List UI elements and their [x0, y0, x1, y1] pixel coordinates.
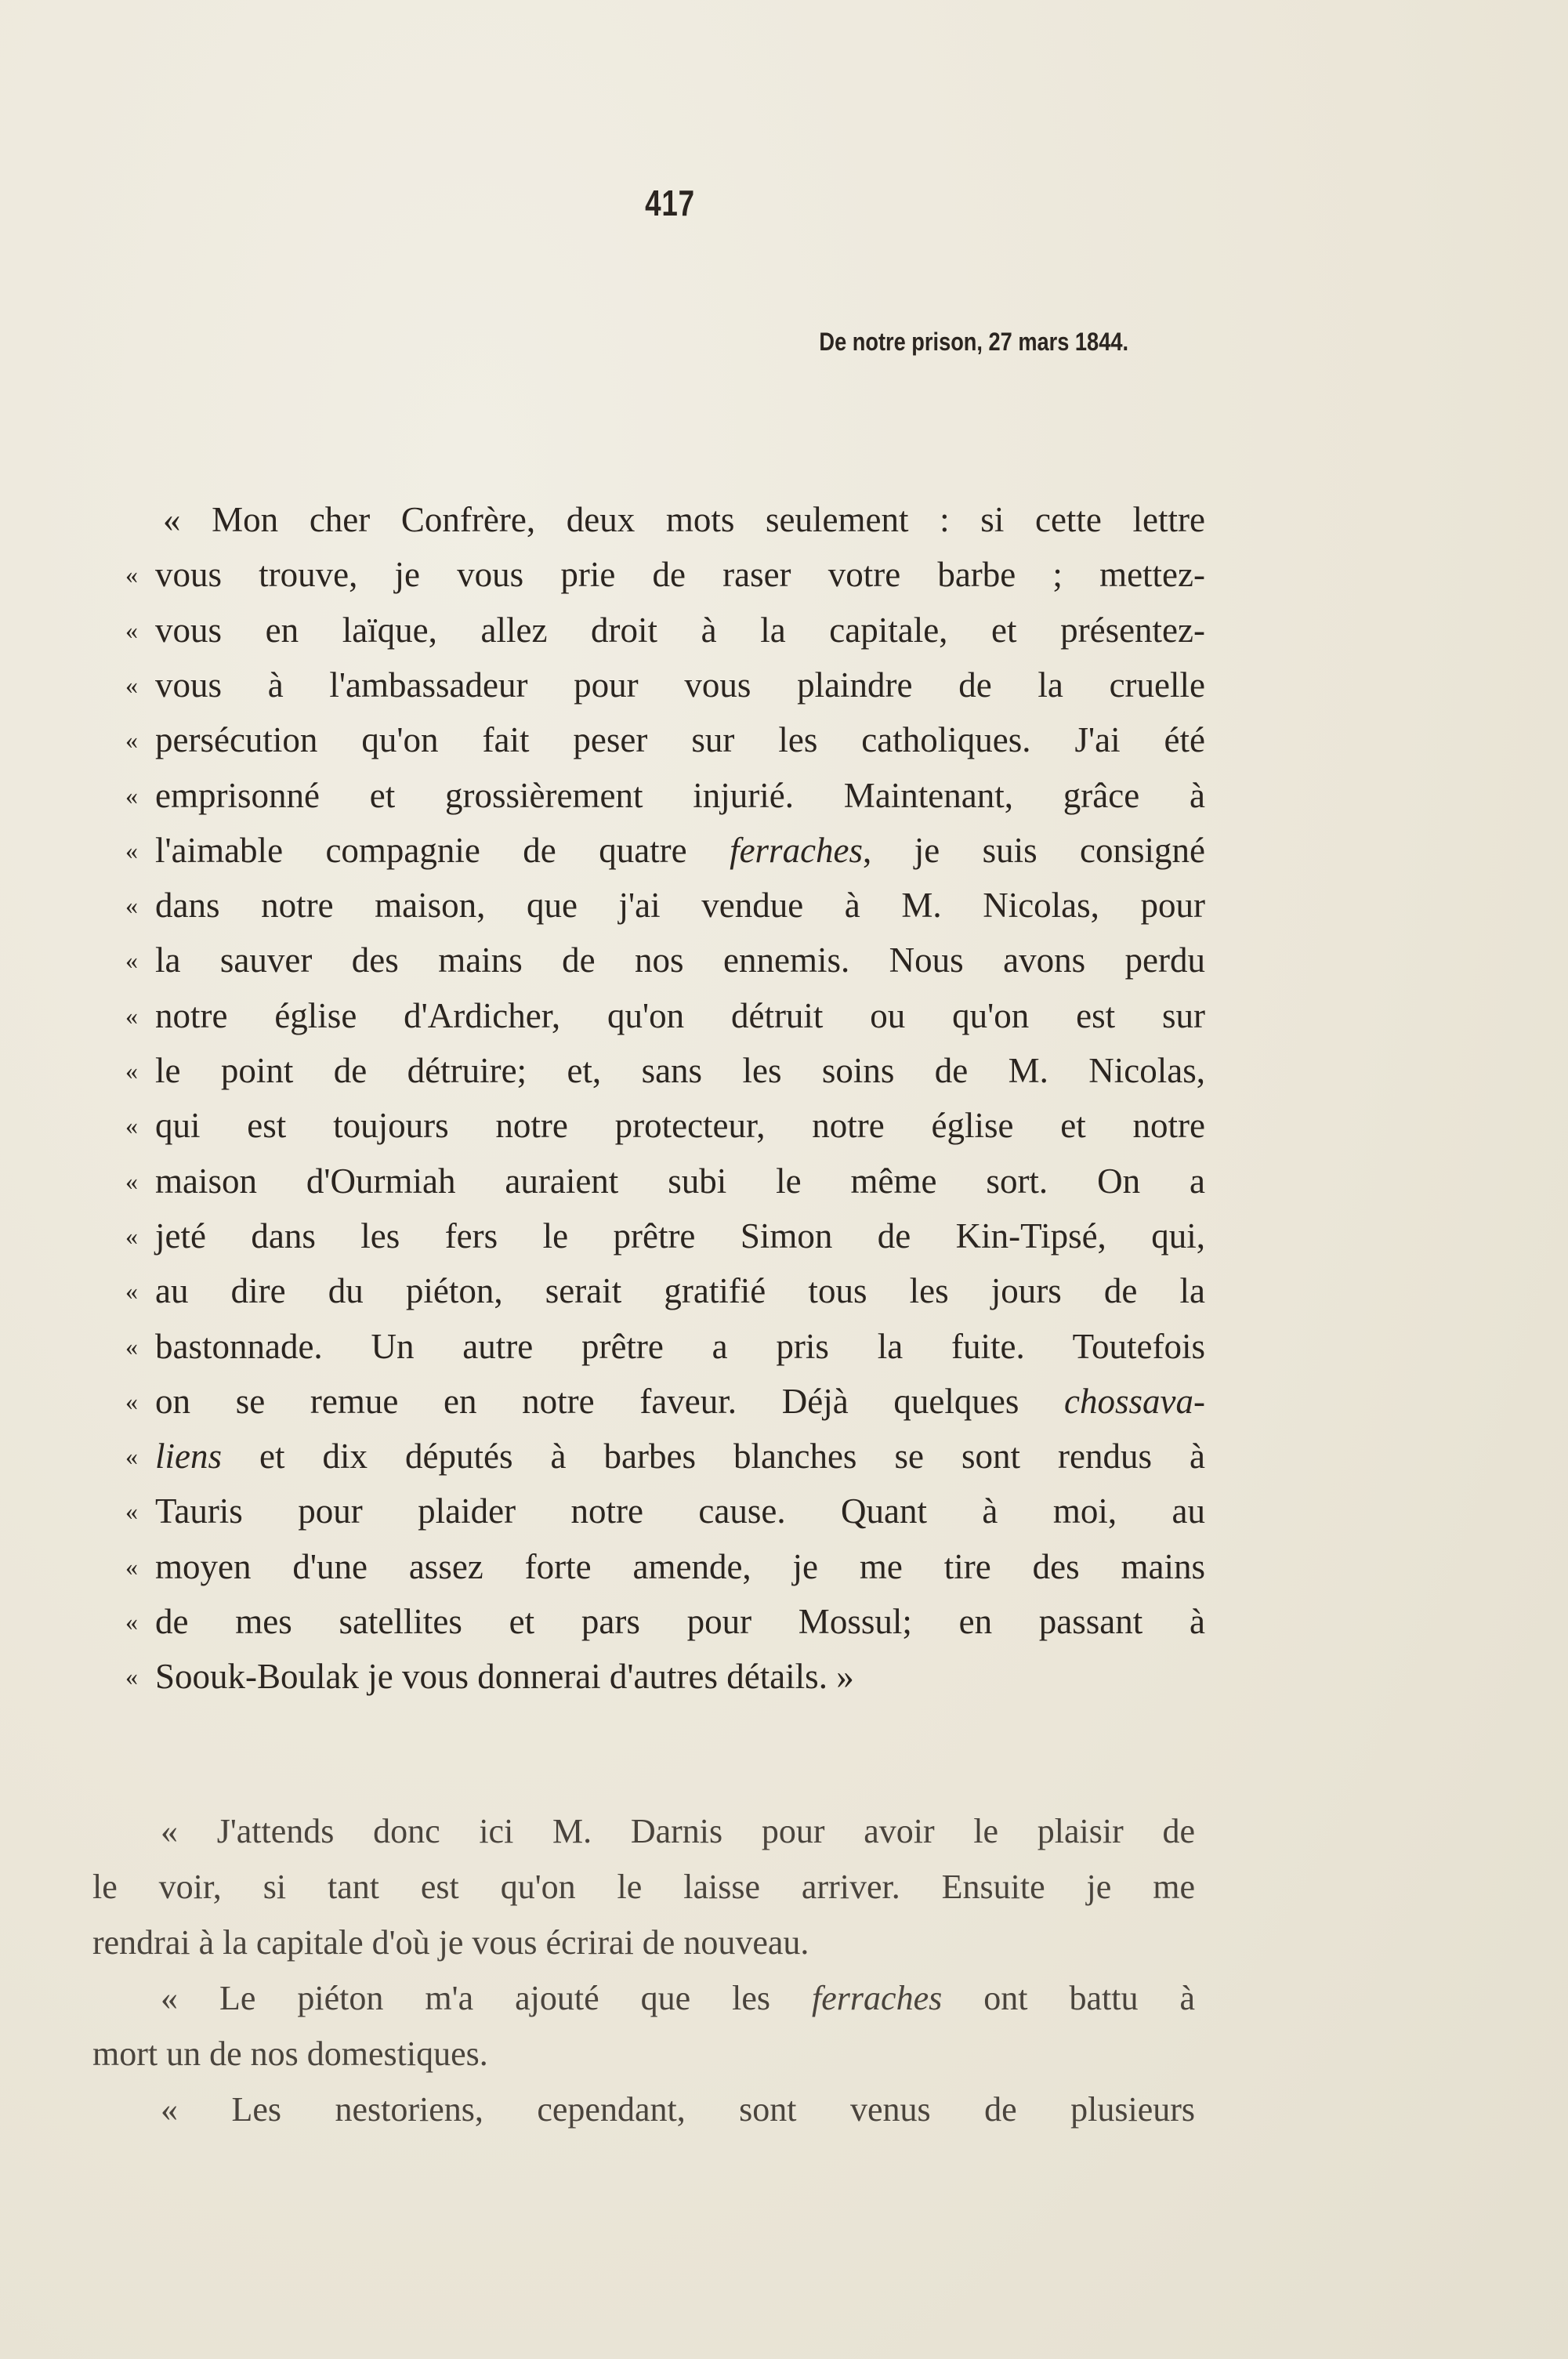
text-run: au dire du piéton, serait gratifié tous les jours de la [155, 1271, 1205, 1311]
letter-line [0, 933, 1568, 987]
letter-line-text [163, 492, 1205, 547]
text-run: Tauris pour plaider notre cause. Quant à moi, au [155, 1491, 1205, 1531]
text-run: moyen d'une assez forte amende, je me tire des mains [155, 1546, 1205, 1586]
letter-line [0, 1374, 1568, 1429]
letter-line-text [155, 1649, 1205, 1704]
letter-line-text [155, 1043, 1205, 1098]
page-number: 417 [645, 183, 695, 223]
italic-term: liens [155, 1437, 222, 1477]
paragraph-line [161, 1971, 1195, 2026]
text-run: la sauver des mains de nos ennemis. Nous avons perdu [155, 940, 1205, 980]
quote-mark: « [125, 615, 138, 644]
text-run: qui est toujours notre protecteur, notre église et notre [155, 1106, 1205, 1146]
letter-line [0, 1429, 1568, 1484]
letter-line [0, 547, 1568, 602]
text-run: le point de détruire; et, sans les soins de M. Nicolas, [155, 1051, 1205, 1090]
quote-mark: « [125, 835, 138, 864]
text-run: on se remue en notre faveur. Déjà quelques [155, 1381, 1065, 1421]
quote-mark: « [125, 1442, 138, 1471]
letter-line-text [155, 1374, 1205, 1429]
quote-mark: « [125, 1607, 138, 1636]
letter-line-text [155, 1429, 1205, 1484]
letter-line-text [155, 988, 1205, 1043]
text-run: maison d'Ourmiah auraient subi le même sort. On a [155, 1161, 1205, 1201]
letter-line-text [155, 1154, 1205, 1208]
letter-line-text [155, 603, 1205, 658]
quote-mark: « [125, 781, 138, 810]
letter-line [0, 1208, 1568, 1263]
text-run: notre église d'Ardicher, qu'on détruit ou qu'on est sur [155, 995, 1205, 1035]
quote-mark: « [125, 1386, 138, 1415]
quote-mark: « [125, 1221, 138, 1250]
text-run: « J'attends donc ici M. Darnis pour avoir le plaisir de [161, 1812, 1195, 1850]
text-run: ont battu à [942, 1979, 1195, 2017]
letter-line-text [155, 1098, 1205, 1153]
letter-line [0, 603, 1568, 658]
text-run: Soouk-Boulak je vous donnerai d'autres détails. » [155, 1657, 854, 1697]
quote-mark: « [125, 1497, 138, 1526]
text-run: « Les nestoriens, cependant, sont venus de plusieurs [161, 2090, 1195, 2129]
text-run: emprisonné et grossièrement injurié. Maintenant, grâce à [155, 775, 1205, 815]
letter-line [0, 712, 1568, 767]
letter-line-text [155, 823, 1205, 878]
quote-mark: « [125, 1552, 138, 1581]
letter-line [0, 988, 1568, 1043]
text-run: vous à l'ambassadeur pour vous plaindre de la cruelle [155, 665, 1205, 705]
paragraph-line [161, 1804, 1195, 1859]
letter-line-text [155, 1208, 1205, 1263]
text-run: « Le piéton m'a ajouté que les [161, 1979, 813, 2017]
paragraph-line [161, 2082, 1195, 2137]
text-run: persécution qu'on fait peser sur les catholiques. J'ai été [155, 720, 1205, 760]
letter-dateline: De notre prison, 27 mars 1844. [819, 328, 1128, 356]
letter-line-text [155, 878, 1205, 933]
text-run: , je suis consigné [863, 830, 1206, 870]
quote-mark: « [125, 1332, 138, 1361]
text-run: l'aimable compagnie de quatre [155, 830, 730, 870]
quote-mark: « [125, 1111, 138, 1140]
letter-line [0, 1263, 1568, 1318]
quote-mark: « [125, 946, 138, 975]
text-run: mort un de nos domestiques. [92, 2035, 488, 2073]
text-run: le voir, si tant est qu'on le laisse arriver. Ensuite je me [92, 1868, 1195, 1906]
letter-line [0, 823, 1568, 878]
text-run: jeté dans les fers le prêtre Simon de Kin-Tipsé, qui, [155, 1216, 1205, 1256]
quote-mark: « [125, 891, 138, 920]
letter-line [0, 1098, 1568, 1153]
quote-mark: « [125, 1662, 138, 1691]
quote-mark: « [125, 726, 138, 755]
letter-line [0, 1154, 1568, 1208]
text-run: de mes satellites et pars pour Mossul; en passant à [155, 1602, 1205, 1641]
letter-line [0, 658, 1568, 712]
letter-line-text [155, 547, 1205, 602]
paragraph-line [92, 1915, 1195, 1970]
quote-mark: « [125, 1277, 138, 1306]
letter-line [0, 768, 1568, 823]
text-run: « Mon cher Confrère, deux mots seulement : si cette lettre [163, 500, 1205, 539]
text-run: vous en laïque, allez droit à la capitale, et présentez- [155, 610, 1205, 650]
letter-line [0, 1484, 1568, 1538]
letter-line-text [155, 1594, 1205, 1649]
letter-line [0, 1539, 1568, 1594]
text-run: bastonnade. Un autre prêtre a pris la fuite. Toutefois [155, 1326, 1205, 1366]
quote-mark: « [125, 560, 138, 589]
paragraph-line [92, 1860, 1195, 1915]
letter-line [0, 1649, 1568, 1704]
text-run: dans notre maison, que j'ai vendue à M. Nicolas, pour [155, 886, 1205, 926]
letter-line-text [155, 1484, 1205, 1538]
letter-line [0, 1594, 1568, 1649]
letter-line [0, 1319, 1568, 1374]
paragraph-line [92, 2027, 1195, 2082]
text-run: rendrai à la capitale d'où je vous écrirai de nouveau. [92, 1923, 809, 1962]
text-run: et dix députés à barbes blanches se sont rendus à [222, 1437, 1205, 1477]
quote-mark: « [125, 670, 138, 699]
letter-line-text [155, 712, 1205, 767]
italic-term: ferraches [730, 830, 864, 870]
text-run: vous trouve, je vous prie de raser votre barbe ; mettez- [155, 555, 1205, 595]
quote-mark: « [125, 1056, 138, 1085]
letter-line [0, 1043, 1568, 1098]
letter-line-text [155, 768, 1205, 823]
letter-line-text [155, 1319, 1205, 1374]
letter-line [0, 878, 1568, 933]
letter-line-text [155, 1263, 1205, 1318]
italic-term: chossava- [1064, 1381, 1205, 1421]
letter-line-text [155, 933, 1205, 987]
letter-line-text [155, 658, 1205, 712]
letter-line [0, 492, 1568, 547]
italic-term: ferraches [812, 1979, 943, 2017]
quote-mark: « [125, 1001, 138, 1030]
letter-line-text [155, 1539, 1205, 1594]
quote-mark: « [125, 1166, 138, 1195]
